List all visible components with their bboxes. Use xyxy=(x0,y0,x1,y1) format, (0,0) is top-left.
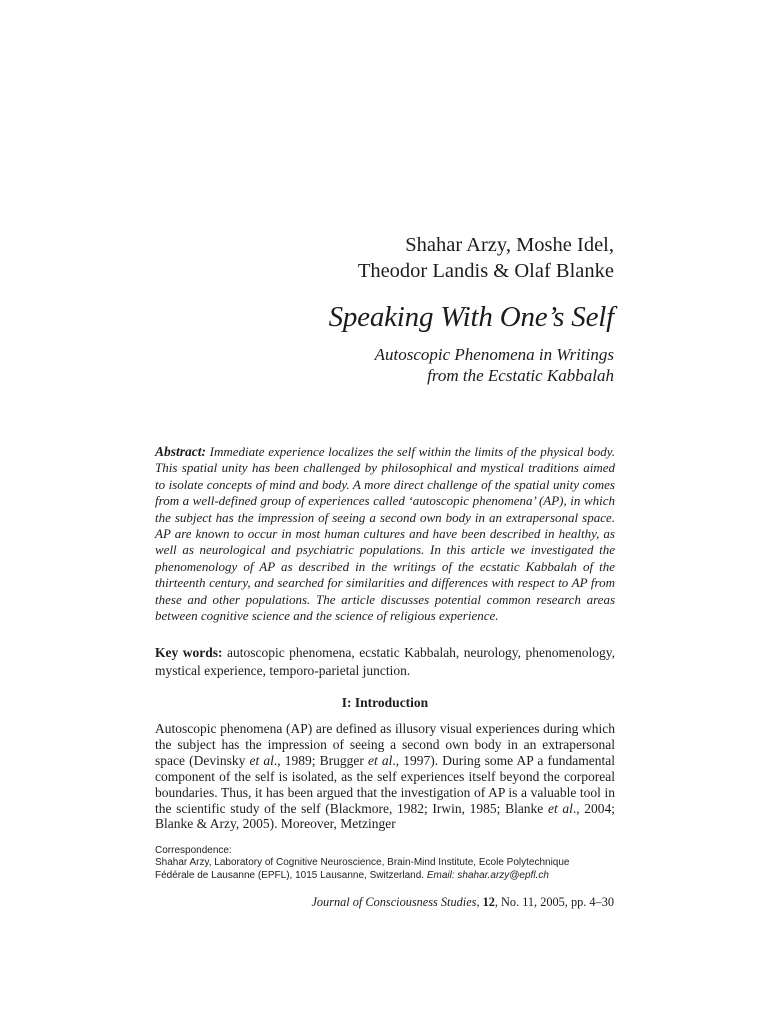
intro-text-2: ., 1989; Brugger xyxy=(273,752,368,768)
intro-text-3: ., 1997). During some AP a fundamental component of the self is isolated, as the self experiences itself beyond the corporeal boundaries. Thus, it has been argued that the investigation of AP is a valuable tool in the scientific study of the self (Blackmore, 1982; Irwin, 1985; Blanke xyxy=(155,752,615,816)
journal-volume: 12 xyxy=(482,895,495,909)
intro-text-1: Autoscopic phenomena (AP) are defined as illusory visual experiences during which the subject has the impression of seeing a second own body in an extrapersonal space (Devinsky xyxy=(155,721,615,768)
abstract-label: Abstract: xyxy=(155,444,207,459)
authors-line-1: Shahar Arzy, Moshe Idel, xyxy=(405,234,614,256)
citation-details: , No. 11, 2005, pp. 4–30 xyxy=(494,895,614,909)
keywords-text: autoscopic phenomena, ecstatic Kabbalah, neurology, phenomenology, mystical experience, temporo-parietal junction. xyxy=(155,645,615,678)
subtitle-line-1: Autoscopic Phenomena in Writings xyxy=(374,345,614,364)
keywords xyxy=(155,644,615,680)
subtitle-line-2: from the Ecstatic Kabbalah xyxy=(427,366,614,385)
footnote-email: Email: shahar.arzy@epfl.ch xyxy=(426,869,549,881)
section-heading: I: Introduction xyxy=(341,695,429,710)
keywords-label: Key words: xyxy=(155,645,223,660)
intro-etal-1: et al xyxy=(249,752,274,768)
citation-separator: , xyxy=(476,895,483,909)
authors xyxy=(358,232,614,284)
footnote-heading: Correspondence: xyxy=(155,845,232,856)
article-title: Speaking With One’s Self xyxy=(328,301,614,333)
article-subtitle xyxy=(375,344,614,386)
footnote-address: Fédérale de Lausanne (EPFL), 1015 Lausanne, Switzerland. xyxy=(155,869,427,881)
intro-etal-3: et al xyxy=(547,800,573,816)
journal-name: Journal of Consciousness Studies xyxy=(311,895,477,909)
footnote-line-1: Shahar Arzy, Laboratory of Cognitive Neuroscience, Brain-Mind Institute, Ecole Polytechnique xyxy=(155,857,570,869)
abstract-text: Immediate experience localizes the self within the limits of the physical body. This spatial unity has been challenged by philosophical and mystical traditions aimed to isolate concepts of mind and body. A more direct challenge of the spatial unity comes from a well-defined group of experiences called ‘autoscopic phenomena’ (AP), in which the subject has the impression of seeing a second own body in an extrapersonal space. AP are known to occur in most human cultures and have been described in healthy, as well as neurological and psychiatric populations. In this article we investigated the phenomenology of AP as described in the writings of the ecstatic Kabbalah of the thirteenth century, and searched for similarities and differences with respect to AP from these and other populations. The article discusses potential common research areas between cognitive science and the science of religious experience. xyxy=(155,444,615,624)
intro-text-4: ., 2004; Blanke & Arzy, 2005). Moreover, Metzinger xyxy=(155,800,615,832)
journal-citation xyxy=(311,895,614,910)
authors-line-2: Theodor Landis & Olaf Blanke xyxy=(357,260,614,282)
introduction-paragraph xyxy=(155,721,615,832)
footnote-line-2 xyxy=(155,870,625,882)
abstract xyxy=(155,444,615,624)
correspondence-footnote xyxy=(155,845,625,882)
intro-etal-2: et al xyxy=(367,752,393,768)
